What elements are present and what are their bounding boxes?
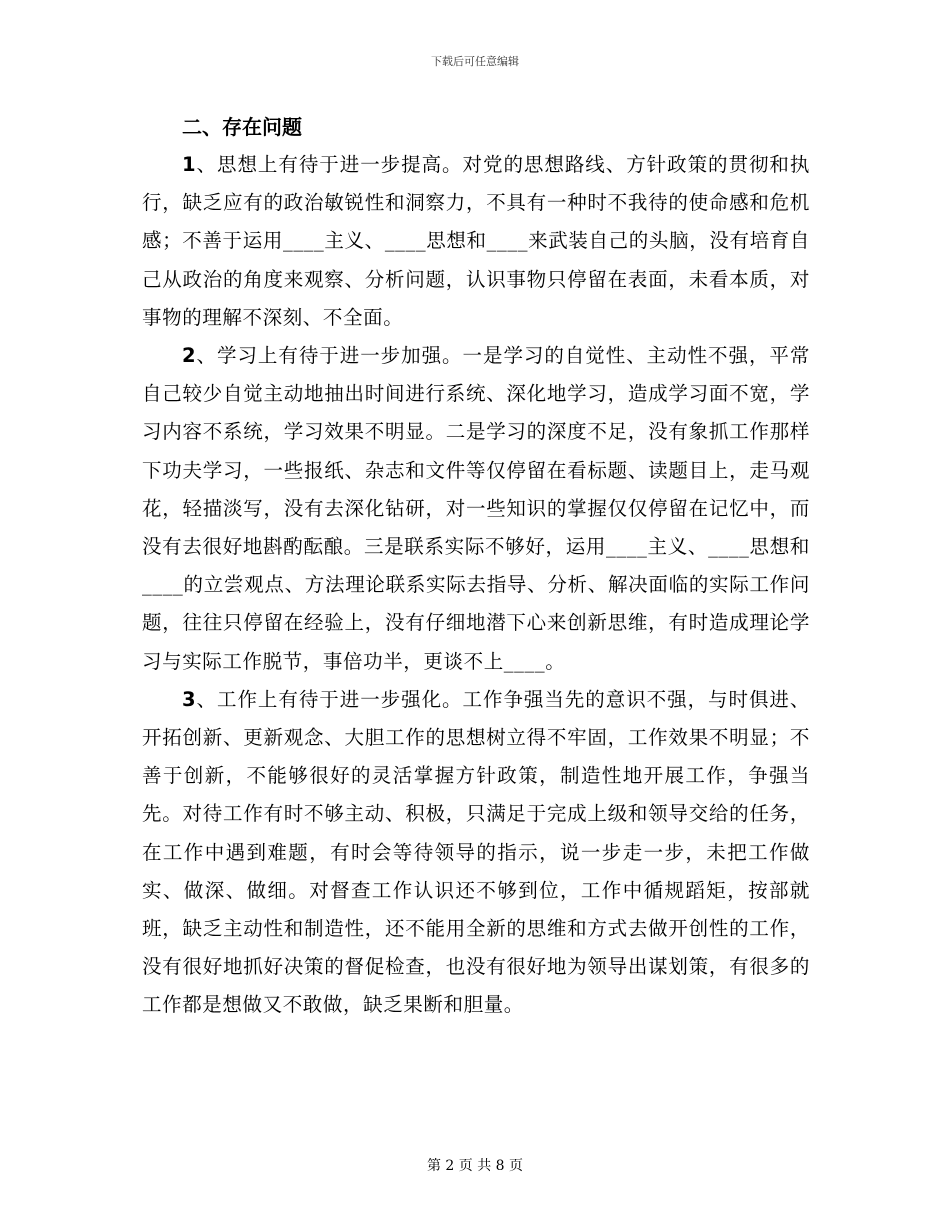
paragraph-text: 、工作上有待于进一步强化。工作争强当先的意识不强，与时俱进、开拓创新、更新观念、大胆工作的思想树立得不牢固，工作效果不明显；不善于创新，不能够很好的灵活掌握方针政策，制造性地开展工作，争强当先。对待工作有时不够主动、积极，只满足于完成上级和领导交给的任务，在工作中遇到难题，有时会等待领导的指示，说一步走一步，未把工作做实、做深、做细。对督查工作认识还不够到位，工作中循规蹈矩，按部就班，缺乏主动性和制造性，还不能用全新的思维和方式去做开创性的工作，没有很好地抓好决策的督促检查，也没有很好地为领导出谋划策，有很多的工作都是想做又不敢做，缺乏果断和胆量。	[142, 687, 810, 1017]
paragraph-number: 3	[182, 687, 197, 711]
paragraph-text: 、学习上有待于进一步加强。一是学习的自觉性、主动性不强，平常自己较少自觉主动地抽出时间进行系统、深化地学习，造成学习面不宽，学习内容不系统，学习效果不明显。二是学习的深度不足，没有象抓工作那样下功夫学习，一些报纸、杂志和文件等仅停留在看标题、读题目上，走马观花，轻描淡写，没有去深化钻研，对一些知识的掌握仅仅停留在记忆中，而没有去很好地斟酌酝酿。三是联系实际不够好，运用____主义、____思想和____的立尝观点、方法理论联系实际去指导、分析、解决面临的实际工作问题，往往只停留在经验上，没有仔细地潜下心来创新思维，有时造成理论学习与实际工作脱节，事倍功半，更谈不上____。	[142, 344, 810, 673]
section-heading: 二、存在问题	[182, 115, 302, 139]
page-header-note: 下载后可任意编辑	[431, 55, 519, 68]
paragraph-text: 、思想上有待于进一步提高。对党的思想路线、方针政策的贯彻和执行，缺乏应有的政治敏锐性和洞察力，不具有一种时不我待的使命感和危机感；不善于运用____主义、____思想和____来武装自己的头脑，没有培育自己从政治的角度来观察、分析问题，认识事物只停留在表面，未看本质，对事物的理解不深刻、不全面。	[142, 153, 810, 329]
paragraph-2	[142, 337, 810, 681]
paragraph-number: 2	[182, 344, 197, 368]
paragraph-1	[142, 146, 810, 337]
document-body	[142, 108, 810, 1025]
page-footer: 第 2 页 共 8 页	[426, 1158, 524, 1174]
paragraph-3	[142, 681, 810, 1025]
paragraph-number: 1	[182, 153, 197, 176]
